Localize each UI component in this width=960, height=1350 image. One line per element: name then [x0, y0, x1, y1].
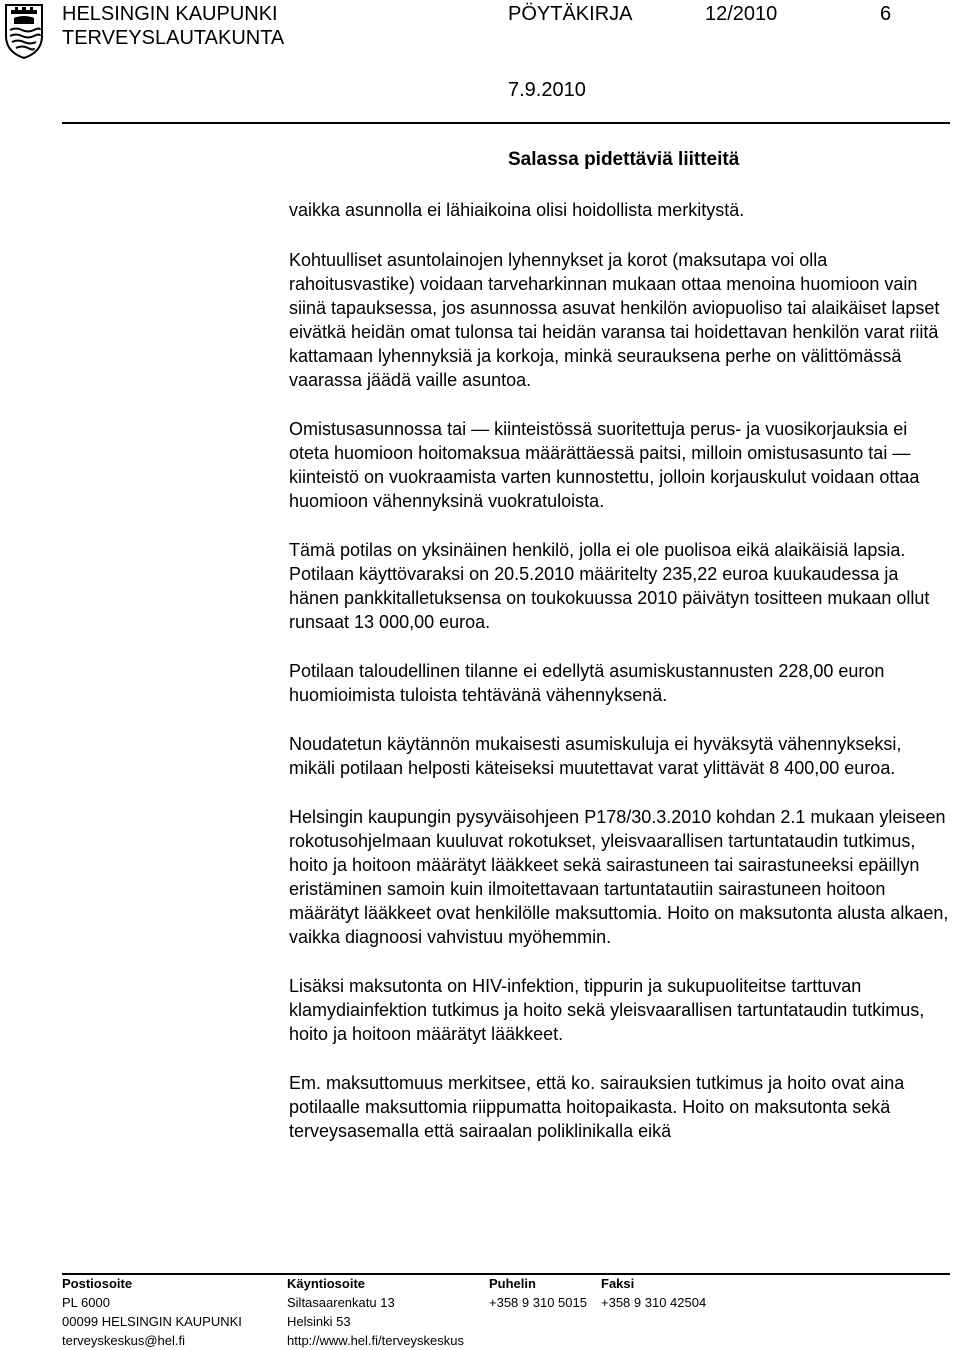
postal-box: PL 6000 — [62, 1295, 110, 1310]
section-title: Salassa pidettäviä liitteitä — [508, 149, 740, 170]
page-number: 6 — [880, 3, 892, 25]
header-divider — [62, 122, 950, 124]
paragraph: Noudatetun käytännön mukaisesti asumiskuluja ei hyväksytä vähennykseksi, mikäli potilaan helposti käteiseksi muutettavat varat ylittävät 8 400,00 euroa. — [289, 734, 902, 778]
phone-block — [489, 1274, 587, 1312]
paragraph: Tämä potilas on yksinäinen henkilö, jolla ei ole puolisoa eikä alaikäisiä lapsia. Potilaan käyttövaraksi on 20.5.2010 määritelty 235,22 euroa kuukaudessa ja hänen pankkitalletuksensa on toukokuussa 2010 päivätyn tositteen mukaan ollut runsaat 13 000,00 euroa. — [289, 540, 930, 632]
helsinki-crest-icon — [2, 2, 46, 60]
paragraph: vaikka asunnolla ei lähiaikoina olisi hoidollista merkitystä. — [289, 200, 745, 220]
document-type: PÖYTÄKIRJA — [508, 3, 633, 25]
paragraph: Kohtuulliset asuntolainojen lyhennykset ja korot (maksutapa voi olla rahoitusvastike) voidaan tarveharkinnan mukaan ottaa menoina huomioon vain siinä tapauksessa, jos asunnossa asuvat henkilön aviopuoliso tai alaikäiset lapset eivätkä heidän omat tulonsa tai heidän varansa tai hoidettavan henkilön varat riitä kattamaan lyhennyksiä ja korkoja, minkä seurauksena perhe on välittömässä vaarassa jäädä vaille asuntoa. — [289, 250, 940, 390]
paragraph: Helsingin kaupungin pysyväisohjeen P178/30.3.2010 kohdan 2.1 mukaan yleiseen rokotusohjelmaan kuuluvat rokotukset, yleisvaarallisen tartuntataudin tutkimus, hoito ja hoitoon määrätyt lääkkeet sekä sairastuneen tai sairastuneeksi epäillyn eristäminen samoin kuin ilmoitettavaan tartuntatautiin sairastuneen hoitoon määrätyt lääkkeet ovat henkilölle maksuttomia. Hoito on maksutonta alusta alkaen, vaikka diagnoosi vahvistuu myöhemmin. — [289, 807, 949, 947]
visiting-address-block — [287, 1274, 464, 1350]
paragraph: Em. maksuttomuus merkitsee, että ko. sairauksien tutkimus ja hoito ovat aina potilaalle maksuttomia riippumatta hoitopaikasta. Hoito on maksutonta sekä terveysasemalla että sairaalan poliklinikalla eikä — [289, 1073, 905, 1141]
visiting-address-heading: Käyntiosoite — [287, 1276, 366, 1291]
postal-address-block — [62, 1274, 242, 1350]
paragraph: Potilaan taloudellinen tilanne ei edellytä asumiskustannusten 228,00 euron huomioimista tuloista tehtävänä vähennyksenä. — [289, 661, 885, 705]
email-address: terveyskeskus@hel.fi — [62, 1333, 186, 1348]
fax-heading: Faksi — [601, 1276, 635, 1291]
meeting-date: 7.9.2010 — [508, 79, 586, 101]
postal-address-heading: Postiosoite — [62, 1276, 133, 1291]
document-number: 12/2010 — [705, 3, 778, 25]
street-address: Siltasaarenkatu 13 — [287, 1295, 395, 1310]
fax-number: +358 9 310 42504 — [601, 1295, 707, 1310]
paragraph: Lisäksi maksutonta on HIV-infektion, tippurin ja sukupuoliteitse tarttuvan klamydiainfektion tutkimus ja hoito sekä yleisvaarallisen tartuntataudin tutkimus, hoito ja hoitoon määrätyt lääkkeet. — [289, 976, 925, 1044]
website-url: http://www.hel.fi/terveyskeskus — [287, 1333, 465, 1348]
organization-name: HELSINGIN KAUPUNKI — [62, 3, 278, 25]
paragraph: Omistusasunnossa tai — kiinteistössä suoritettuja perus- ja vuosikorjauksia ei oteta huomioon hoitomaksua määrättäessä paitsi, milloin omistusasunto tai — kiinteistö on vuokraamista varten kunnostettu, jolloin korjauskulut voidaan ottaa huomioon vähennyksinä vuokratuloista. — [289, 419, 920, 511]
document-body — [289, 198, 949, 1168]
committee-name: TERVEYSLAUTAKUNTA — [62, 27, 285, 49]
postal-city: 00099 HELSINGIN KAUPUNKI — [62, 1314, 242, 1329]
phone-heading: Puhelin — [489, 1276, 536, 1291]
fax-block — [601, 1274, 706, 1312]
visiting-city: Helsinki 53 — [287, 1314, 351, 1329]
phone-number: +358 9 310 5015 — [489, 1295, 587, 1310]
